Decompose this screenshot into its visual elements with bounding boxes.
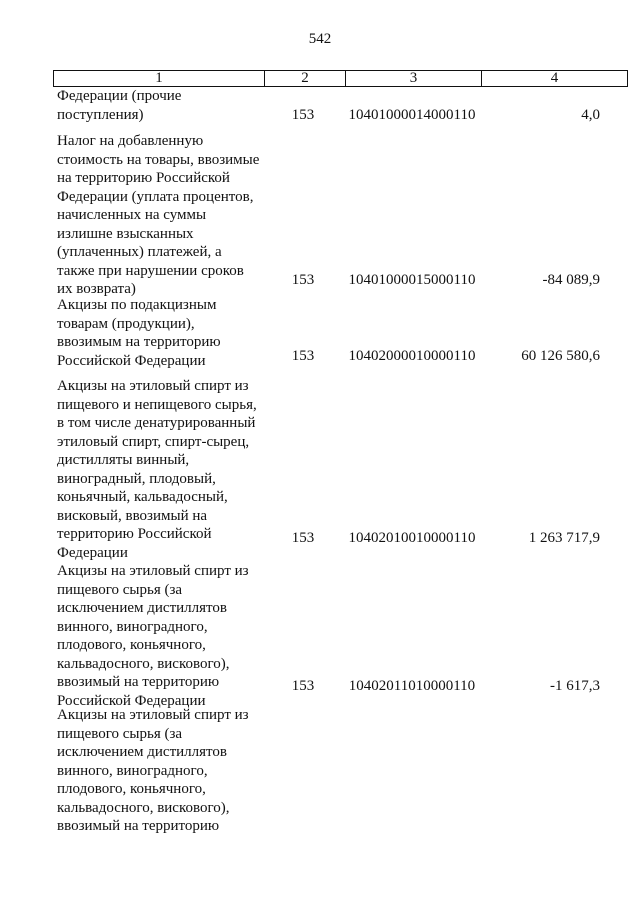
row-amount: -1 617,3: [550, 678, 600, 694]
column-header-1: 1: [54, 71, 265, 87]
row-name: Акцизы на этиловый спирт из пищевого сырья (за исключением дистиллятов винного, виноградного, плодового, коньячного, кальвадосного, вискового), ввозимый на территорию: [57, 707, 249, 834]
column-header-3: 3: [346, 71, 482, 87]
row-budget-code: 10401000015000110: [348, 272, 476, 288]
row-amount: 1 263 717,9: [528, 530, 600, 546]
row-amount: 4,0: [581, 107, 600, 123]
row-name: Акцизы на этиловый спирт из пищевого и непищевого сырья, в том числе денатурированный этиловый спирт, спирт-сырец, дистилляты винный, виноградный, плодовый, коньячный, кальвадосный, висковый, ввозимый на территорию Российской Федерации: [57, 378, 257, 561]
row-amount: 60 126 580,6: [521, 348, 600, 364]
row-admin-code: 153: [291, 272, 315, 288]
row-amount: -84 089,9: [542, 272, 600, 288]
row-admin-code: 153: [291, 107, 315, 123]
row-admin-code: 153: [291, 530, 315, 546]
row-admin-code: 153: [291, 348, 315, 364]
row-budget-code: 10402010010000110: [348, 530, 476, 546]
row-admin-code: 153: [291, 678, 315, 694]
row-name: Федерации (прочие поступления): [57, 88, 182, 123]
row-name: Акцизы на этиловый спирт из пищевого сырья (за исключением дистиллятов винного, виноградного, плодового, коньячного, кальвадосного, вискового), ввозимый на территорию Российской Федерации: [57, 563, 249, 709]
row-name: Акцизы по подакцизным товарам (продукции), ввозимым на территорию Российской Федерации: [57, 297, 221, 369]
row-budget-code: 10401000014000110: [348, 107, 476, 123]
column-header-4: 4: [482, 71, 628, 87]
row-name: Налог на добавленную стоимость на товары, ввозимые на территорию Российской Федерации (уплата процентов, начисленных на суммы излишне взысканных (уплаченных) платежей, а также при нарушении сроков их возврата): [57, 133, 260, 297]
column-header-2: 2: [265, 71, 346, 87]
page-number: 542: [308, 31, 332, 47]
column-header-row: [54, 71, 628, 87]
row-budget-code: 10402011010000110: [348, 678, 476, 694]
column-header-table: [53, 70, 628, 87]
row-budget-code: 10402000010000110: [348, 348, 476, 364]
